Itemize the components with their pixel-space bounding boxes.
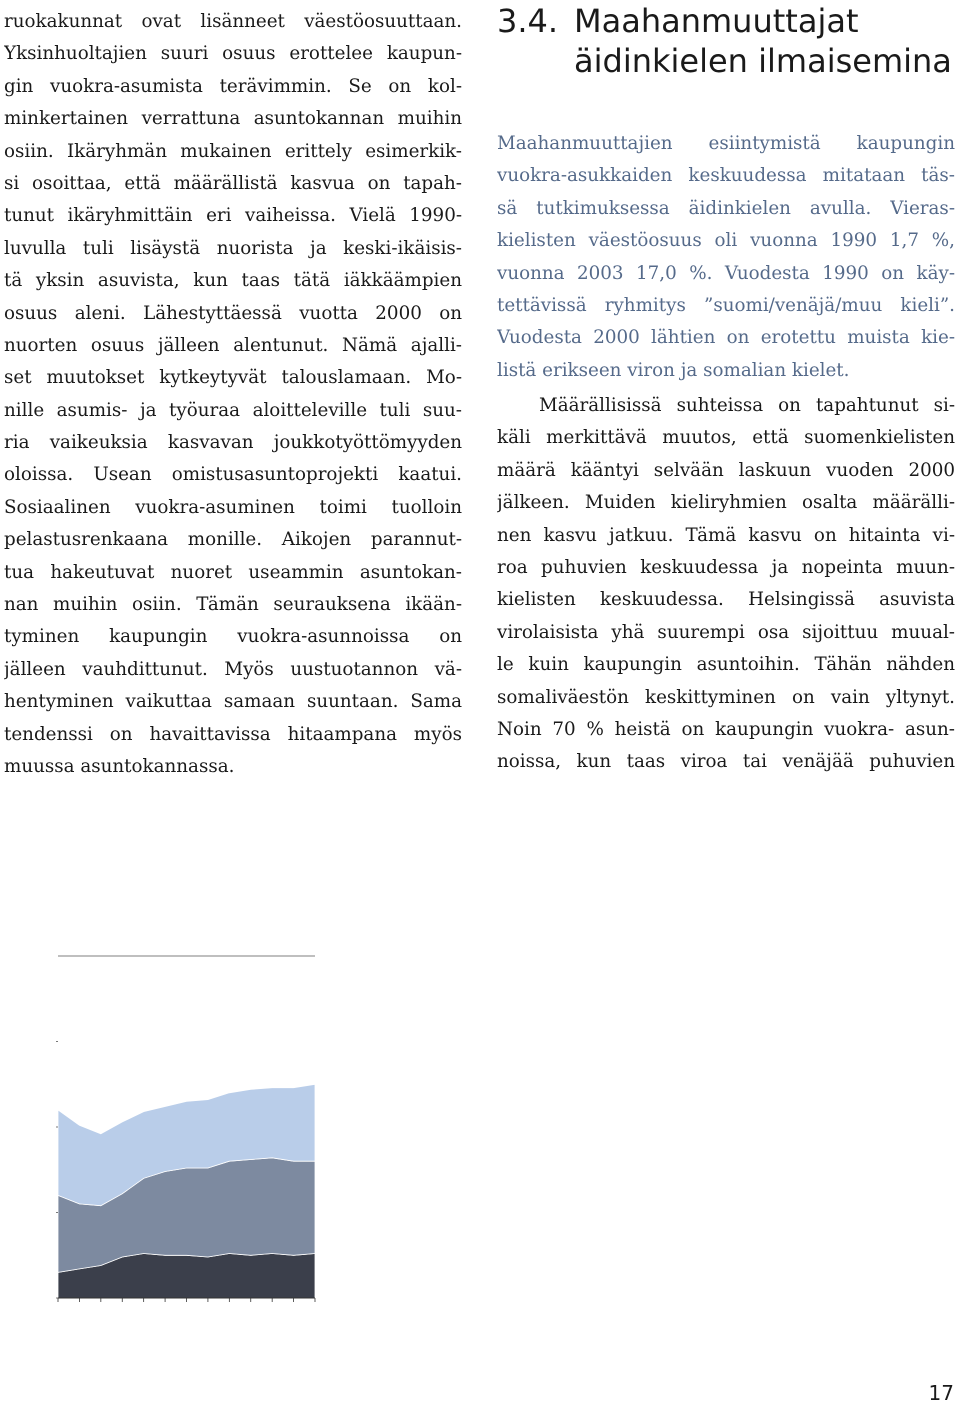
text-line: tunut ikäryhmittäin eri vaiheissa. Vielä 1990- xyxy=(4,205,462,227)
text-line: luvulla tuli lisäystä nuorista ja keski-ikäisis- xyxy=(4,237,462,259)
text-line: tä yksin asuvista, kun taas tätä iäkkäämpien xyxy=(4,270,462,292)
text-line: hentyminen vaikuttaa samaan suuntaan. Sama xyxy=(4,691,462,713)
text-line: Yksinhuoltajien suuri osuus erottelee kaupun- xyxy=(4,43,462,65)
text-line: osiin. Ikäryhmän mukainen erittely esimerkik- xyxy=(4,140,462,162)
text-line: nen kasvu jatkuu. Tämä kasvu on hitainta vi- xyxy=(497,524,955,546)
text-line: tendenssi on havaittavissa hitaampana myös xyxy=(4,723,462,745)
body-paragraph xyxy=(497,390,955,779)
text-line: minkertainen verrattuna asuntokannan muihin xyxy=(4,108,462,130)
left-column xyxy=(4,6,462,783)
text-line: ruokakunnat ovat lisänneet väestöosuuttaan. xyxy=(4,11,462,32)
text-line: sä tutkimuksessa äidinkielen avulla. Vieras- xyxy=(497,197,955,219)
text-line: ria vaikeuksia kasvavan joukkotyöttömyyden xyxy=(4,432,462,454)
text-line: roa puhuvien keskuudessa ja nopeinta muun- xyxy=(497,556,955,578)
text-line: määrä kääntyi selvään laskuun vuoden 2000 xyxy=(497,459,955,481)
text-line: somaliväestön keskittyminen on vain yltynyt. xyxy=(497,686,955,708)
text-line: virolaisista yhä suurempi osa sijoittuu muual- xyxy=(497,621,955,643)
text-line: tyminen kaupungin vuokra-asunnoissa on xyxy=(4,626,462,648)
text-line: Maahanmuuttajien esiintymistä kaupungin xyxy=(497,133,955,154)
text-line: kielisten keskuudessa. Helsingissä asuvista xyxy=(497,589,955,611)
text-line: osuus aleni. Lähestyttäessä vuotta 2000 on xyxy=(4,302,462,324)
text-line: nan muihin osiin. Tämän seurauksena ikään- xyxy=(4,594,462,616)
text-line: nuorten osuus jälleen alentunut. Nämä ajalli- xyxy=(4,334,462,356)
text-line: Määrällisissä suhteissa on tapahtunut si- xyxy=(539,395,955,416)
text-line: Sosiaalinen vuokra-asuminen toimi tuolloin xyxy=(4,496,462,518)
text-line: käli merkittävä muutos, että suomenkielisten xyxy=(497,427,955,449)
text-line: tettävissä ryhmitys ”suomi/venäjä/muu kieli”. xyxy=(497,294,955,316)
text-line: pelastusrenkaana monille. Aikojen parannut- xyxy=(4,529,462,551)
text-line: si osoittaa, että määrällistä kasvua on tapah- xyxy=(4,172,462,194)
text-line: tua hakeutuvat nuoret useammin asuntokan- xyxy=(4,561,462,583)
area-chart xyxy=(48,940,320,1302)
text-line: listä erikseen viron ja somalian kielet. xyxy=(497,359,850,381)
text-line: oloissa. Usean omistusasuntoprojekti kaatui. xyxy=(4,464,462,486)
text-line: muussa asuntokannassa. xyxy=(4,755,235,777)
section-title-line2: äidinkielen ilmaisemina xyxy=(574,42,952,80)
text-line: Noin 70 % heistä on kaupungin vuokra- asun- xyxy=(497,718,955,740)
section-number: 3.4. xyxy=(497,2,559,40)
text-line: gin vuokra-asumista terävimmin. Se on kol- xyxy=(4,75,462,97)
text-line: set muutokset kytkeytyvät talouslamaan. Mo- xyxy=(4,367,462,389)
text-line: vuonna 2003 17,0 %. Vuodesta 1990 on käy- xyxy=(497,262,955,284)
intro-paragraph xyxy=(497,128,955,387)
section-title-line1: Maahanmuuttajat xyxy=(574,2,859,40)
text-line: le kuin kaupungin asuntoihin. Tähän nähden xyxy=(497,654,955,676)
text-line: noissa, kun taas viroa tai venäjää puhuvien xyxy=(497,751,955,773)
text-line: jälkeen. Muiden kieliryhmien osalta määrälli- xyxy=(497,492,955,514)
text-line: Vuodesta 2000 lähtien on erotettu muista kie- xyxy=(497,327,955,349)
page-number: 17 xyxy=(928,1381,954,1405)
text-line: jälleen vauhdittunut. Myös uustuotannon vä- xyxy=(4,658,462,680)
text-line: kielisten väestöosuus oli vuonna 1990 1,7 %, xyxy=(497,230,955,252)
text-line: vuokra-asukkaiden keskuudessa mitataan täs- xyxy=(497,165,955,187)
text-line: nille asumis- ja työuraa aloitteleville tuli suu- xyxy=(4,399,462,421)
